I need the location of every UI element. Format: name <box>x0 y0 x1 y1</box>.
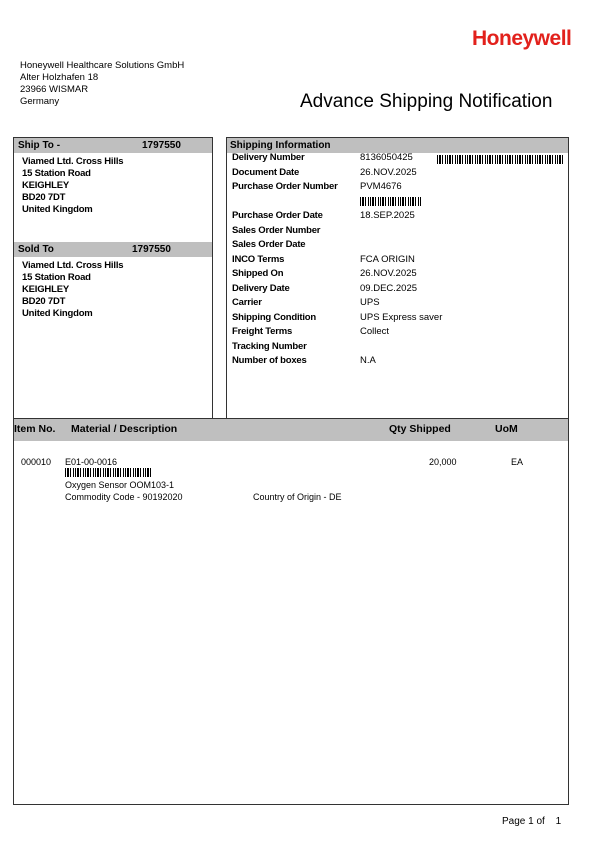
po-date-value: 18.SEP.2025 <box>360 210 415 221</box>
ship-to-line: United Kingdom <box>22 204 93 215</box>
sold-to-line: 15 Station Road <box>22 272 91 283</box>
sender-address <box>20 60 184 108</box>
address-panel <box>13 137 213 419</box>
item-commodity-code: Commodity Code - 90192020 <box>65 492 183 502</box>
sold-to-address <box>22 260 123 320</box>
sold-to-line: United Kingdom <box>22 308 93 319</box>
col-item-no: Item No. <box>14 423 56 435</box>
col-material: Material / Description <box>71 423 178 435</box>
po-date-label: Purchase Order Date <box>232 210 323 221</box>
freight-terms-value: Collect <box>360 326 390 337</box>
carrier-value: UPS <box>360 297 380 308</box>
ship-to-header <box>14 138 212 153</box>
sender-street: Alter Holzhafen 18 <box>20 72 99 83</box>
ship-to-number: 1797550 <box>142 140 181 151</box>
ship-to-line: Viamed Ltd. Cross Hills <box>22 156 124 167</box>
document-date-value: 26.NOV.2025 <box>360 167 417 178</box>
page-label: Page 1 of <box>502 816 545 827</box>
sender-company: Honeywell Healthcare Solutions GmbH <box>20 60 185 71</box>
sold-to-line: Viamed Ltd. Cross Hills <box>22 260 124 271</box>
ship-to-heading: Ship To - <box>18 140 61 151</box>
sales-order-date-label: Sales Order Date <box>232 239 306 250</box>
item-number: 000010 <box>21 457 52 467</box>
delivery-number-barcode <box>437 155 564 164</box>
shipping-condition-label: Shipping Condition <box>232 312 316 323</box>
delivery-date-label: Delivery Date <box>232 283 290 294</box>
item-material: E01-00-0016 <box>65 457 118 467</box>
number-of-boxes-label: Number of boxes <box>232 355 307 366</box>
sender-city: 23966 WISMAR <box>20 84 89 95</box>
po-number-label: Purchase Order Number <box>232 181 338 192</box>
shipped-on-label: Shipped On <box>232 268 284 279</box>
number-of-boxes-value: N.A <box>360 355 376 366</box>
sold-to-number: 1797550 <box>132 244 171 255</box>
sold-to-line: KEIGHLEY <box>22 284 69 295</box>
honeywell-logo: Honeywell <box>472 27 572 50</box>
item-uom: EA <box>511 457 524 467</box>
delivery-date-value: 09.DEC.2025 <box>360 283 418 294</box>
document-date-label: Document Date <box>232 167 300 178</box>
inco-terms-label: INCO Terms <box>232 254 285 265</box>
ship-to-line: BD20 7DT <box>22 192 66 203</box>
tracking-number-label: Tracking Number <box>232 341 307 352</box>
shipping-info-heading: Shipping Information <box>230 140 331 151</box>
inco-terms-value: FCA ORIGIN <box>360 254 415 265</box>
col-uom: UoM <box>495 423 518 435</box>
item-description: Oxygen Sensor OOM103-1 <box>65 480 175 490</box>
po-number-barcode <box>360 197 422 206</box>
carrier-label: Carrier <box>232 297 262 308</box>
freight-terms-label: Freight Terms <box>232 326 293 337</box>
po-number-value: PVM4676 <box>360 181 402 192</box>
sender-country: Germany <box>20 96 60 107</box>
ship-to-line: 15 Station Road <box>22 168 91 179</box>
ship-to-address <box>22 156 123 216</box>
sold-to-header <box>14 242 212 257</box>
item-qty-shipped: 20,000 <box>429 457 457 467</box>
item-material-barcode <box>65 468 153 477</box>
page-total: 1 <box>555 816 562 827</box>
ship-to-line: KEIGHLEY <box>22 180 69 191</box>
items-table-header <box>14 419 568 441</box>
document-title: Advance Shipping Notification <box>300 91 553 112</box>
delivery-number-label: Delivery Number <box>232 152 305 163</box>
sold-to-heading: Sold To <box>18 244 54 255</box>
shipping-info-header <box>227 138 568 153</box>
item-country-of-origin: Country of Origin - DE <box>253 492 342 502</box>
col-qty-shipped: Qty Shipped <box>389 423 451 435</box>
shipped-on-value: 26.NOV.2025 <box>360 268 417 279</box>
sales-order-number-label: Sales Order Number <box>232 225 321 236</box>
shipping-condition-value: UPS Express saver <box>360 312 443 323</box>
sold-to-line: BD20 7DT <box>22 296 66 307</box>
delivery-number-value: 8136050425 <box>360 152 413 163</box>
page-number <box>502 816 561 827</box>
